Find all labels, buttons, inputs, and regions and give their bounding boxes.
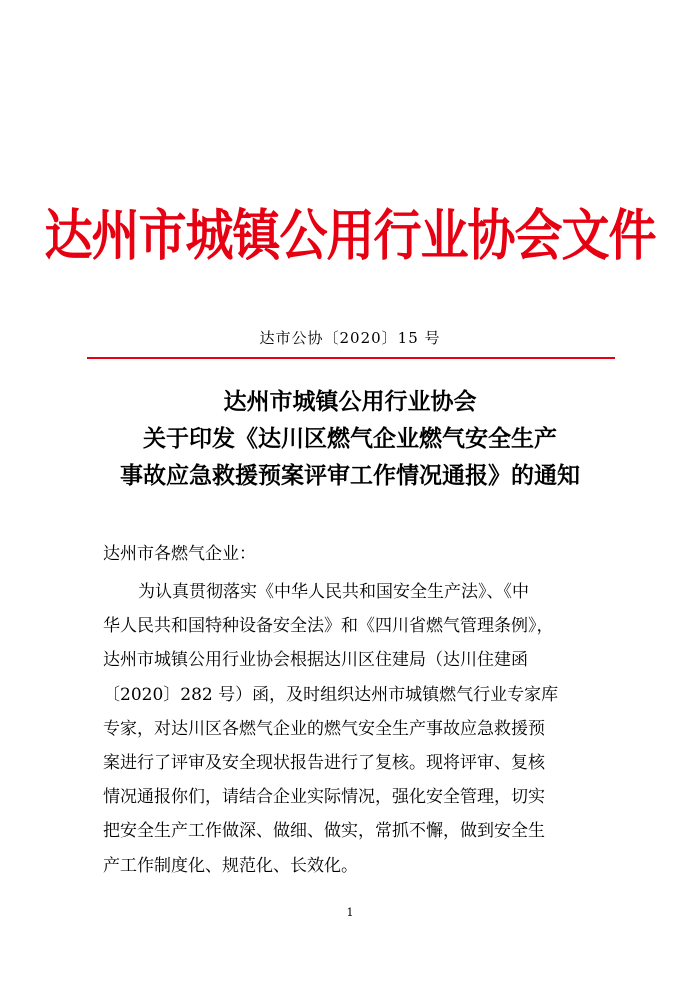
title-line-1: 达州市城镇公用行业协会 (223, 389, 477, 415)
body-line: 专家，对达川区各燃气企业的燃气安全生产事故应急救援预 (103, 718, 545, 739)
salutation: 达州市各燃气企业： (103, 544, 256, 564)
body-line: 产工作制度化、规范化、长效化。 (103, 855, 358, 876)
page-number: 1 (346, 906, 354, 919)
body-line: 情况通报你们，请结合企业实际情况，强化安全管理，切实 (103, 787, 545, 808)
body-line: 华人民共和国特种设备安全法》和《四川省燃气管理条例》， (103, 616, 554, 637)
body-line: 〔2020〕282 号）函，及时组织达州市城镇燃气行业专家库 (103, 684, 559, 705)
document-masthead: 达州市城镇公用行业协会文件 (44, 204, 656, 269)
document-number: 达市公协〔2020〕15 号 (259, 329, 441, 347)
red-divider-line (87, 357, 615, 359)
body-paragraph (103, 575, 613, 883)
body-line: 把安全生产工作做深、做细、做实，常抓不懈，做到安全生 (103, 821, 545, 842)
title-line-2: 关于印发《达川区燃气企业燃气安全生产 (143, 426, 557, 452)
title-line-3: 事故应急救援预案评审工作情况通报》的通知 (120, 463, 580, 489)
body-line: 案进行了评审及安全现状报告进行了复核。现将评审、复核 (103, 752, 545, 773)
notice-title (0, 384, 700, 495)
body-line: 为认真贯彻落实《中华人民共和国安全生产法》、《中 (138, 582, 529, 602)
body-line: 达州市城镇公用行业协会根据达川区住建局（达川住建函 (103, 650, 528, 671)
